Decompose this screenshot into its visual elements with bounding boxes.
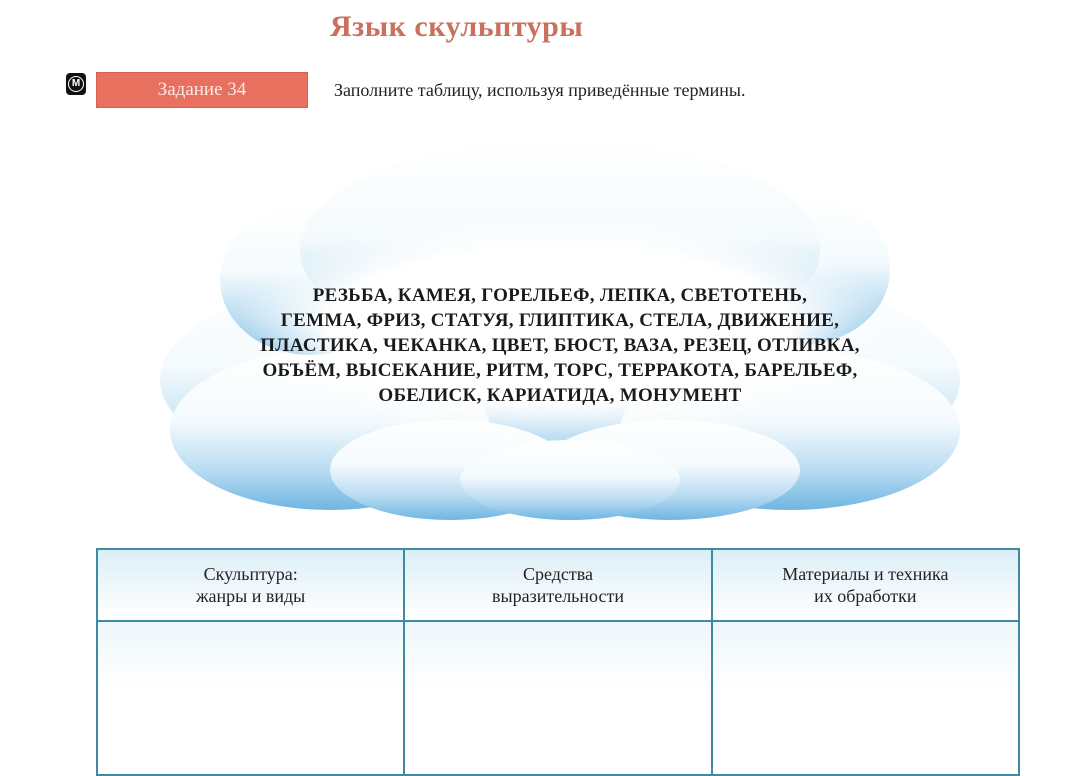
header-line: выразительности: [492, 586, 624, 606]
task-label: Задание 34: [96, 72, 308, 108]
task-instruction: Заполните таблицу, используя приведённые термины.: [334, 80, 746, 100]
table-row: [97, 621, 1019, 775]
header-line: Средства: [522, 564, 593, 584]
m-badge-icon: [66, 73, 86, 95]
header-expressive-means: [404, 549, 711, 621]
terms-line: ГЕММА, ФРИЗ, СТАТУЯ, ГЛИПТИКА, СТЕЛА, ДВИЖЕНИЕ,: [280, 310, 840, 331]
terms-line: ОБЕЛИСК, КАРИАТИДА, МОНУМЕНТ: [378, 385, 742, 406]
answer-cell-means[interactable]: [404, 621, 711, 775]
answer-cell-genres[interactable]: [97, 621, 404, 775]
answer-cell-materials[interactable]: [712, 621, 1019, 775]
header-line: жанры и виды: [196, 586, 306, 606]
header-line: Скульптура:: [203, 564, 298, 584]
terms-line: ПЛАСТИКА, ЧЕКАНКА, ЦВЕТ, БЮСТ, ВАЗА, РЕЗЕЦ, ОТЛИВКА,: [260, 335, 860, 356]
page-title: Язык скульптуры: [330, 10, 584, 43]
header-materials-technique: [712, 549, 1019, 621]
answer-table: [96, 548, 1020, 776]
table-header-row: [97, 549, 1019, 621]
terms-line: ОБЪЁМ, ВЫСЕКАНИЕ, РИТМ, ТОРС, ТЕРРАКОТА, БАРЕЛЬЕФ,: [262, 360, 858, 381]
header-line: Материалы и техника: [782, 564, 949, 584]
terms-list: [180, 283, 940, 408]
m-badge-letter: M: [68, 76, 84, 92]
header-sculpture-genres: [97, 549, 404, 621]
header-line: их обработки: [814, 586, 917, 606]
terms-line: РЕЗЬБА, КАМЕЯ, ГОРЕЛЬЕФ, ЛЕПКА, СВЕТОТЕНЬ,: [312, 285, 808, 306]
